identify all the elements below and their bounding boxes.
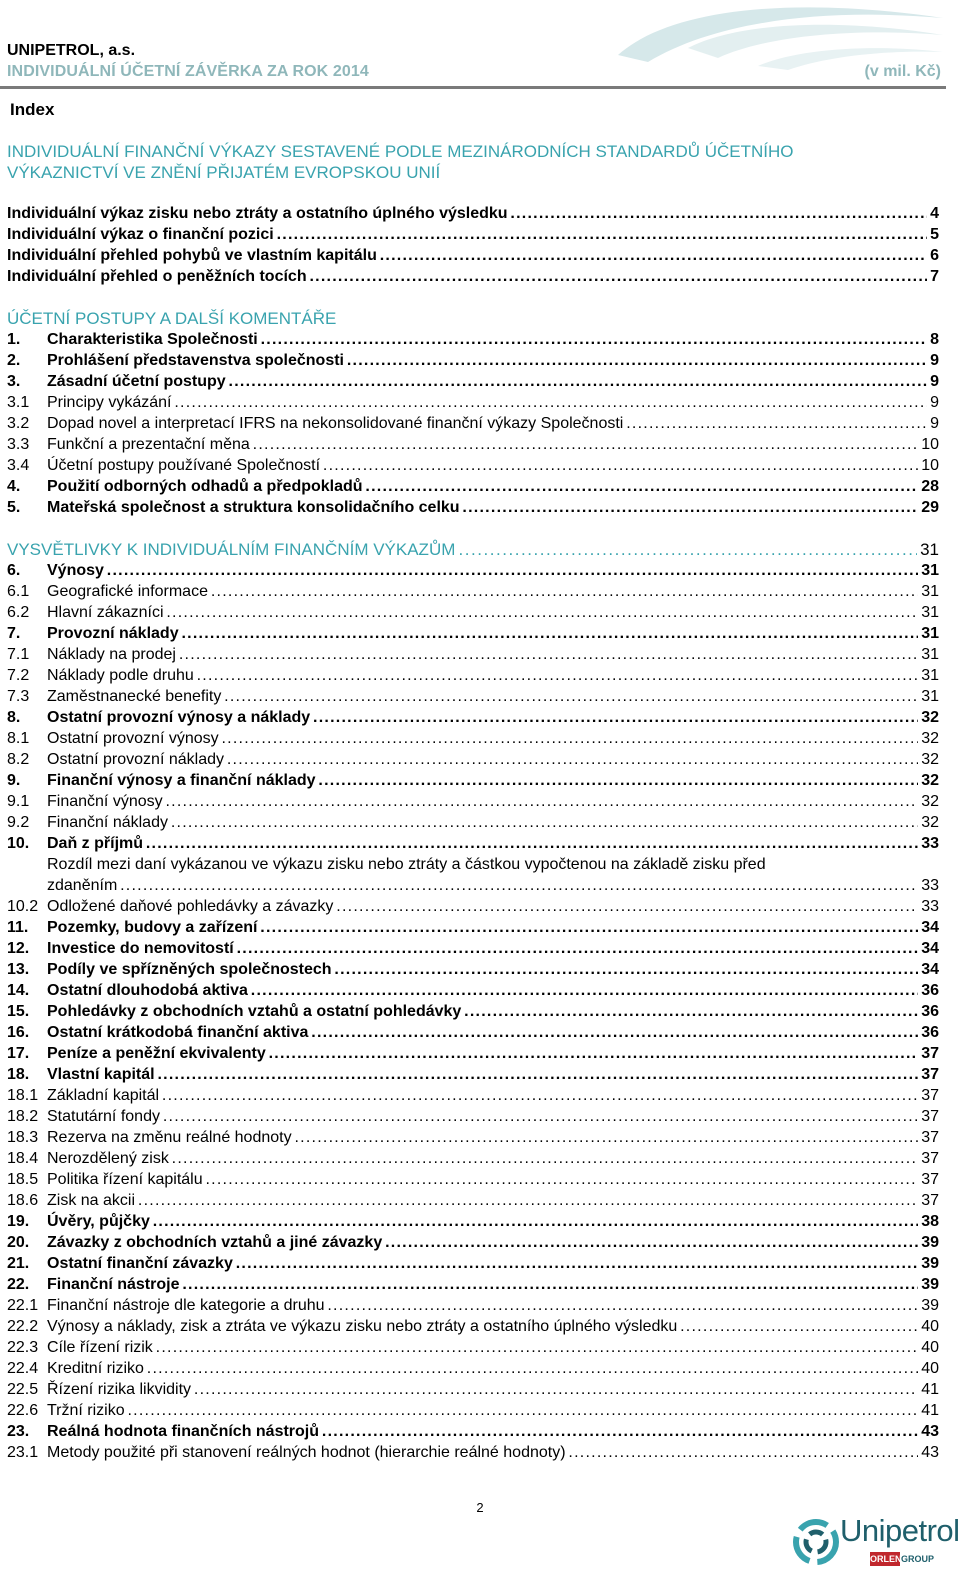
toc-entry[interactable] <box>7 497 939 518</box>
toc-entry[interactable] <box>7 1001 939 1022</box>
toc-entry-title: Účetní postupy používané Společností . . . <box>47 457 939 474</box>
toc-entry[interactable] <box>7 686 939 707</box>
toc-entry-title: Ostatní provozní výnosy a náklady . . . <box>47 709 939 726</box>
toc-entry[interactable] <box>7 560 939 581</box>
toc-entry-number: 11. <box>7 919 29 936</box>
toc-entry-title: Pozemky, budovy a zařízení . . . <box>47 919 939 936</box>
toc-entry-page: 36 <box>918 980 939 1001</box>
toc-entry-number: 8.2 <box>7 751 30 768</box>
toc-entry-page: 40 <box>918 1337 939 1358</box>
toc-entry-page: 7 <box>927 266 939 287</box>
toc-entry[interactable] <box>7 1295 939 1316</box>
toc-entry-page: 37 <box>918 1148 939 1169</box>
toc-entry-number: 10. <box>7 835 30 852</box>
toc-entry[interactable] <box>7 203 939 224</box>
toc-entry[interactable] <box>7 245 939 266</box>
toc-entry-page: 32 <box>918 707 939 728</box>
toc-entry-number: 13. <box>7 961 30 978</box>
toc-entry-number: 8.1 <box>7 730 30 747</box>
toc-entry-page: 4 <box>927 203 939 224</box>
toc-entry-page: 39 <box>918 1274 939 1295</box>
toc-entry-title: Individuální přehled pohybů ve vlastním kapitálu . . . <box>7 247 939 264</box>
toc-entry-number: 22.5 <box>7 1381 39 1398</box>
toc-entry-number: 1. <box>7 331 21 348</box>
notes-list-continued <box>7 896 939 1463</box>
toc-entry[interactable] <box>7 1148 939 1169</box>
toc-entry-page: 40 <box>918 1358 939 1379</box>
toc-entry-title: Použití odborných odhadů a předpokladů . . . <box>47 478 939 495</box>
toc-entry-page: 10 <box>918 434 939 455</box>
toc-entry[interactable] <box>7 896 939 917</box>
toc-entry-title: Řízení rizika likvidity . . . <box>47 1381 939 1398</box>
page-header <box>0 0 960 92</box>
toc-entry-title: Reálná hodnota finančních nástrojů . . . <box>47 1423 939 1440</box>
toc-entry-title: Pohledávky z obchodních vztahů a ostatní pohledávky . . . <box>47 1003 939 1020</box>
toc-entry-page: 36 <box>918 1001 939 1022</box>
section-heading-policies: ÚČETNÍ POSTUPY A DALŠÍ KOMENTÁŘE <box>7 309 337 328</box>
toc-entry-page: 43 <box>918 1442 939 1463</box>
toc-entry-title: Finanční nástroje dle kategorie a druhu . . . <box>47 1297 939 1314</box>
toc-entry-number: 7.3 <box>7 688 30 705</box>
toc-entry-title: Individuální přehled o peněžních tocích . . . <box>7 268 939 285</box>
toc-entry-title: Cíle řízení rizik . . . <box>47 1339 939 1356</box>
toc-entry[interactable] <box>7 1379 939 1400</box>
toc-entry-title: Tržní riziko . . . <box>47 1402 939 1419</box>
toc-entry-number: 18.3 <box>7 1129 39 1146</box>
toc-entry-title: Charakteristika Společnosti . . . <box>47 331 939 348</box>
toc-entry-title: Výnosy a náklady, zisk a ztráta ve výkazu zisku nebo ztráty a ostatního úplného výsledku . . . <box>47 1318 939 1335</box>
toc-entry[interactable] <box>7 1211 939 1232</box>
toc-entry[interactable] <box>7 1085 939 1106</box>
toc-entry-number: 14. <box>7 982 30 999</box>
toc-entry[interactable] <box>7 1232 939 1253</box>
toc-entry-title: Investice do nemovitostí . . . <box>47 940 939 957</box>
toc-entry-title: Ostatní finanční závazky . . . <box>47 1255 939 1272</box>
toc-entry-number: 17. <box>7 1045 30 1062</box>
toc-entry[interactable] <box>7 371 939 392</box>
toc-entry-title: Geografické informace . . . <box>47 583 939 600</box>
toc-entry-page: 9 <box>927 350 939 371</box>
toc-entry-number: 19. <box>7 1213 30 1230</box>
toc-entry[interactable] <box>7 1253 939 1274</box>
toc-entry-number: 15. <box>7 1003 30 1020</box>
toc-entry-title: Ostatní provozní výnosy . . . <box>47 730 939 747</box>
unipetrol-logo <box>792 1502 960 1582</box>
toc-entry-title: Nerozdělený zisk . . . <box>47 1150 939 1167</box>
decorative-swoosh-icon <box>608 0 948 72</box>
notes-list <box>7 560 939 854</box>
toc-entry-page: 37 <box>918 1064 939 1085</box>
toc-entry-number: 22.3 <box>7 1339 39 1356</box>
toc-entry-page: 37 <box>918 1190 939 1211</box>
toc-entry-page: 10 <box>918 455 939 476</box>
toc-entry[interactable] <box>7 455 939 476</box>
toc-entry-number: 21. <box>7 1255 30 1272</box>
page-number: 2 <box>476 1500 484 1515</box>
toc-entry-title: Individuální výkaz zisku nebo ztráty a ostatního úplného výsledku . . . <box>7 205 939 222</box>
toc-entry-page: 37 <box>918 1085 939 1106</box>
toc-entry-page: 32 <box>918 728 939 749</box>
policies-list <box>7 329 939 518</box>
toc-entry-number: 23. <box>7 1423 30 1440</box>
toc-entry-title: Daň z příjmů . . . <box>47 835 939 852</box>
table-of-contents <box>7 203 939 1463</box>
toc-entry-number: 2. <box>7 352 21 369</box>
index-title: Index <box>10 100 55 119</box>
toc-entry-page: 41 <box>918 1379 939 1400</box>
toc-entry-title: Prohlášení představenstva společnosti . . . <box>47 352 939 369</box>
toc-entry-page: 39 <box>918 1232 939 1253</box>
toc-entry-title: Základní kapitál . . . <box>47 1087 939 1104</box>
toc-entry[interactable] <box>7 224 939 245</box>
toc-entry[interactable] <box>7 1400 939 1421</box>
toc-entry-number: 22. <box>7 1276 30 1293</box>
section-heading-notes[interactable]: VYSVĚTLIVKY K INDIVIDUÁLNÍM FINANČNÍM VÝKAZŮM . . . 31 <box>7 539 939 560</box>
toc-entry-title: Výnosy . . . <box>47 562 939 579</box>
toc-entry-page: 31 <box>918 602 939 623</box>
toc-entry-title: Náklady na prodej . . . <box>47 646 939 663</box>
toc-entry-page: 9 <box>927 413 939 434</box>
toc-entry-number: 3.1 <box>7 394 30 411</box>
toc-entry-page: 37 <box>918 1127 939 1148</box>
company-name: UNIPETROL, a.s. <box>7 42 136 59</box>
toc-entry[interactable] <box>7 413 939 434</box>
toc-entry-number: 18. <box>7 1066 30 1083</box>
toc-entry-number: 18.5 <box>7 1171 39 1188</box>
report-subtitle: INDIVIDUÁLNÍ ÚČETNÍ ZÁVĚRKA ZA ROK 2014 <box>7 63 369 80</box>
toc-entry-title: Finanční náklady . . . <box>47 814 939 831</box>
toc-entry-title: Vlastní kapitál . . . <box>47 1066 939 1083</box>
toc-entry[interactable] <box>7 728 939 749</box>
toc-entry[interactable] <box>7 1127 939 1148</box>
toc-entry[interactable] <box>7 392 939 413</box>
toc-entry-10-1[interactable]: Rozdíl mezi daní vykázanou ve výkazu zisku nebo ztráty a částkou vypočtenou na základě zisku před zdaněním . . . 33 <box>7 854 939 896</box>
toc-entry-title: Peníze a peněžní ekvivalenty . . . <box>47 1045 939 1062</box>
toc-entry-page: 31 <box>918 560 939 581</box>
toc-entry-number: 7.1 <box>7 646 30 663</box>
toc-entry-title: Individuální výkaz o finanční pozici . . . <box>7 226 939 243</box>
toc-entry-number: 18.2 <box>7 1108 39 1125</box>
toc-entry-number: 3. <box>7 373 21 390</box>
toc-entry[interactable] <box>7 602 939 623</box>
toc-entry-number: 3.3 <box>7 436 30 453</box>
toc-entry-page: 31 <box>918 686 939 707</box>
logo-wordmark: Unipetrol <box>840 1513 960 1548</box>
toc-entry-title: Kreditní riziko . . . <box>47 1360 939 1377</box>
toc-entry-page: 31 <box>918 644 939 665</box>
toc-entry-page: 43 <box>918 1421 939 1442</box>
toc-entry-number: 6. <box>7 562 21 579</box>
toc-entry[interactable] <box>7 1274 939 1295</box>
toc-entry-page: 6 <box>927 245 939 266</box>
toc-entry[interactable] <box>7 812 939 833</box>
header-rule <box>0 86 946 89</box>
toc-entry-page: 34 <box>918 917 939 938</box>
toc-entry-page: 33 <box>918 896 939 917</box>
main-heading: INDIVIDUÁLNÍ FINANČNÍ VÝKAZY SESTAVENÉ PODLE MEZINÁRODNÍCH STANDARDŮ ÚČETNÍHO VÝKAZNICTVÍ VE ZNĚNÍ PŘIJATÉM EVROPSKOU UNIÍ <box>7 142 794 182</box>
toc-entry-page: 9 <box>927 392 939 413</box>
toc-entry-number: 18.6 <box>7 1192 39 1209</box>
toc-entry-number: 22.2 <box>7 1318 39 1335</box>
toc-entry-number: 7. <box>7 625 21 642</box>
toc-entry-page: 5 <box>927 224 939 245</box>
toc-entry-number: 7.2 <box>7 667 30 684</box>
toc-entry-number: 22.1 <box>7 1297 39 1314</box>
toc-entry-title: Metody použité při stanovení reálných hodnot (hierarchie reálné hodnoty) . . . <box>47 1444 939 1461</box>
toc-entry[interactable] <box>7 581 939 602</box>
toc-entry[interactable] <box>7 1442 939 1463</box>
toc-entry[interactable] <box>7 833 939 854</box>
toc-entry-title: Principy vykázání . . . <box>47 394 939 411</box>
toc-entry-title: Finanční výnosy . . . <box>47 793 939 810</box>
logo-badge-group: GROUP <box>901 1554 935 1564</box>
toc-entry-title: Úvěry, půjčky . . . <box>47 1213 939 1230</box>
toc-entry[interactable] <box>7 707 939 728</box>
toc-entry-page: 33 <box>918 833 939 854</box>
toc-entry-title: Provozní náklady . . . <box>47 625 939 642</box>
toc-entry-page: 28 <box>918 476 939 497</box>
toc-entry-title: Dopad novel a interpretací IFRS na nekonsolidované finanční výkazy Společnosti . . . <box>47 415 939 432</box>
toc-entry-title: Zásadní účetní postupy . . . <box>47 373 939 390</box>
toc-entry-page: 32 <box>918 812 939 833</box>
toc-entry-title: Náklady podle druhu . . . <box>47 667 939 684</box>
toc-entry-number: 22.6 <box>7 1402 39 1419</box>
toc-entry-number: 20. <box>7 1234 30 1251</box>
toc-entry-title: Odložené daňové pohledávky a závazky . . . <box>47 898 939 915</box>
toc-entry[interactable] <box>7 1169 939 1190</box>
toc-entry-number: 9.2 <box>7 814 30 831</box>
toc-entry-title: Hlavní zákazníci . . . <box>47 604 939 621</box>
toc-entry-page: 31 <box>918 623 939 644</box>
toc-entry-page: 32 <box>918 791 939 812</box>
toc-entry-page: 37 <box>918 1043 939 1064</box>
toc-entry[interactable] <box>7 1421 939 1442</box>
toc-entry-title: Politika řízení kapitálu . . . <box>47 1171 939 1188</box>
toc-entry-title: Zaměstnanecké benefity . . . <box>47 688 939 705</box>
toc-entry-number: 16. <box>7 1024 30 1041</box>
toc-entry[interactable] <box>7 938 939 959</box>
toc-entry-number: 18.1 <box>7 1087 39 1104</box>
toc-entry-page: 41 <box>918 1400 939 1421</box>
toc-entry-number: 10.2 <box>7 898 39 915</box>
toc-entry-title: Rezerva na změnu reálné hodnoty . . . <box>47 1129 939 1146</box>
toc-entry-page: 39 <box>918 1253 939 1274</box>
toc-entry[interactable] <box>7 1190 939 1211</box>
toc-entry-title: Ostatní provozní náklady . . . <box>47 751 939 768</box>
toc-entry[interactable] <box>7 1358 939 1379</box>
toc-entry-page: 37 <box>918 1169 939 1190</box>
toc-entry-page: 32 <box>918 770 939 791</box>
toc-entry[interactable] <box>7 476 939 497</box>
toc-entry-title: Podíly ve spřízněných společnostech . . . <box>47 961 939 978</box>
toc-entry-number: 6.1 <box>7 583 30 600</box>
toc-entry[interactable] <box>7 329 939 350</box>
toc-entry-title: Zisk na akcii . . . <box>47 1192 939 1209</box>
statements-list <box>7 203 939 287</box>
toc-entry[interactable] <box>7 791 939 812</box>
toc-entry-page: 29 <box>918 497 939 518</box>
toc-entry-page: 36 <box>918 1022 939 1043</box>
toc-entry-number: 3.2 <box>7 415 30 432</box>
toc-entry[interactable] <box>7 1022 939 1043</box>
toc-entry-number: 9.1 <box>7 793 30 810</box>
toc-entry-title: Funkční a prezentační měna . . . <box>47 436 939 453</box>
toc-entry[interactable] <box>7 350 939 371</box>
toc-entry-page: 34 <box>918 938 939 959</box>
toc-entry[interactable] <box>7 266 939 287</box>
toc-entry[interactable] <box>7 644 939 665</box>
toc-entry[interactable] <box>7 980 939 1001</box>
toc-entry[interactable] <box>7 434 939 455</box>
toc-entry-number: 8. <box>7 709 21 726</box>
toc-entry[interactable] <box>7 1316 939 1337</box>
toc-entry[interactable] <box>7 1064 939 1085</box>
logo-badge <box>870 1552 935 1566</box>
toc-entry-number: 4. <box>7 478 21 495</box>
toc-entry[interactable] <box>7 623 939 644</box>
toc-entry-page: 8 <box>927 329 939 350</box>
toc-entry-number: 18.4 <box>7 1150 39 1167</box>
toc-entry-number: 6.2 <box>7 604 30 621</box>
toc-entry-page: 31 <box>918 581 939 602</box>
toc-entry-title: Statutární fondy . . . <box>47 1108 939 1125</box>
toc-entry-title: Mateřská společnost a struktura konsolidačního celku . . . <box>47 499 939 516</box>
toc-entry-page: 31 <box>918 665 939 686</box>
toc-entry-page: 39 <box>918 1295 939 1316</box>
toc-entry-title: Ostatní krátkodobá finanční aktiva . . . <box>47 1024 939 1041</box>
currency-units: (v mil. Kč) <box>864 63 941 80</box>
toc-entry-title: Závazky z obchodních vztahů a jiné závazky . . . <box>47 1234 939 1251</box>
toc-entry-page: 34 <box>918 959 939 980</box>
toc-entry-page: 32 <box>918 749 939 770</box>
toc-entry-page: 9 <box>927 371 939 392</box>
toc-entry-title: Ostatní dlouhodobá aktiva . . . <box>47 982 939 999</box>
toc-entry[interactable] <box>7 917 939 938</box>
toc-entry[interactable] <box>7 1043 939 1064</box>
toc-entry-number: 22.4 <box>7 1360 39 1377</box>
toc-entry[interactable] <box>7 770 939 791</box>
logo-badge-orlen: ORLEN <box>870 1554 902 1564</box>
toc-entry[interactable] <box>7 1106 939 1127</box>
toc-entry-number: 9. <box>7 772 21 789</box>
logo-mark-icon <box>792 1518 840 1566</box>
toc-entry-page: 37 <box>918 1106 939 1127</box>
toc-entry[interactable] <box>7 749 939 770</box>
toc-entry-number: 3.4 <box>7 457 30 474</box>
toc-entry-number: 5. <box>7 499 21 516</box>
toc-entry-number: 23.1 <box>7 1444 39 1461</box>
toc-entry-page: 38 <box>918 1211 939 1232</box>
toc-entry-number: 12. <box>7 940 30 957</box>
toc-entry[interactable] <box>7 665 939 686</box>
toc-entry-title: Finanční výnosy a finanční náklady . . . <box>47 772 939 789</box>
toc-entry-title: Finanční nástroje . . . <box>47 1276 939 1293</box>
toc-entry[interactable] <box>7 959 939 980</box>
toc-entry-page: 40 <box>918 1316 939 1337</box>
toc-entry[interactable] <box>7 1337 939 1358</box>
